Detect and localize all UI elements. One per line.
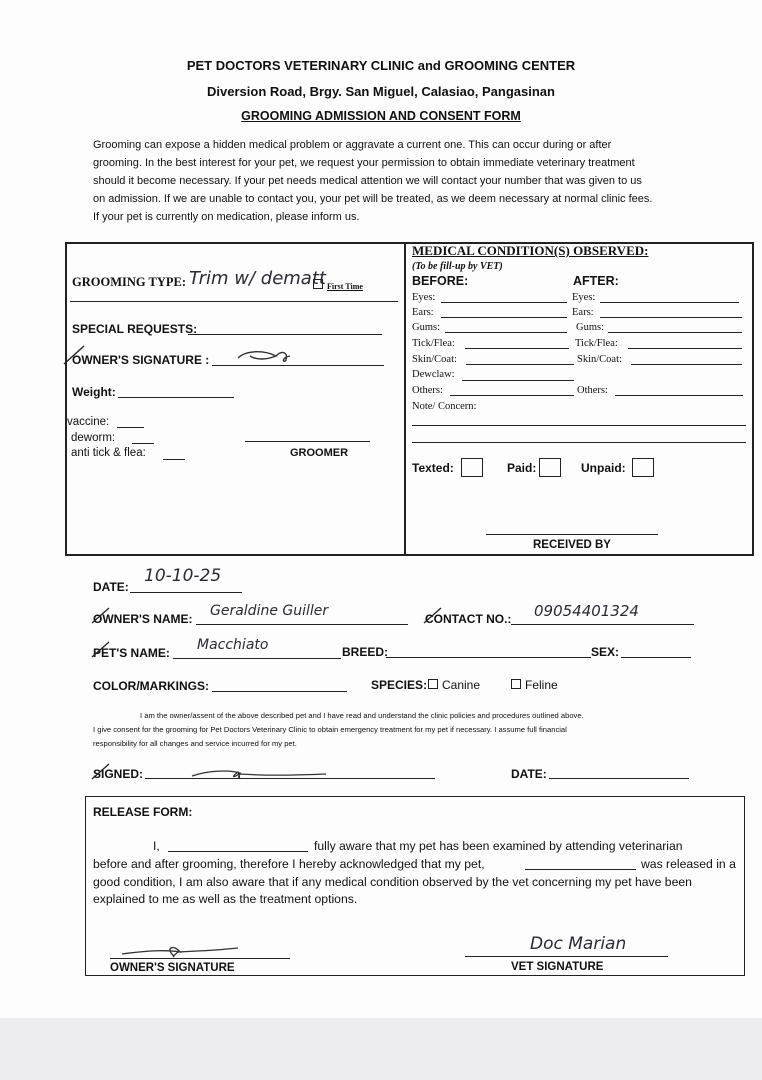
intro-line: should it become necessary. If your pet needs medical attention we will contact your number that was given to us [93, 175, 642, 187]
after-eyes-label: Eyes: [572, 292, 596, 303]
after-others-label: Others: [577, 385, 608, 396]
contact-line [511, 624, 694, 625]
pet-name-value[interactable]: Macchiato [197, 637, 269, 653]
sex-field[interactable] [621, 657, 691, 658]
groomer-signature-line[interactable] [245, 441, 370, 442]
after-ears-field[interactable] [600, 317, 742, 318]
note-line-2[interactable] [412, 442, 746, 443]
pet-name-line [173, 658, 341, 659]
release-line-4: explained to me as well as the treatment options. [93, 892, 358, 906]
feline-checkbox[interactable] [511, 679, 521, 689]
date-value[interactable]: 10-10-25 [144, 566, 222, 586]
deworm-label: deworm: [71, 432, 116, 444]
consent-line: responsibility for all changes and service incurred for my pet. [93, 739, 297, 748]
color-markings-field[interactable] [212, 691, 347, 692]
medical-subtitle: (To be fill-up by VET) [412, 261, 503, 272]
vaccine-label: vaccine: [67, 416, 110, 428]
grooming-type-line [70, 301, 398, 302]
paid-label: Paid: [507, 461, 537, 475]
grid-divider [404, 242, 406, 555]
tick-flea-field[interactable] [163, 459, 185, 460]
note-line-1[interactable] [412, 425, 746, 426]
consent-line: I am the owner/assent of the above described pet and I have read and understand the clinic policies and procedures outlined above. [140, 711, 584, 720]
before-dewclaw-field[interactable] [462, 380, 574, 381]
before-others-label: Others: [412, 385, 443, 396]
canine-label: Canine [442, 678, 481, 692]
pet-name-label: PET'S NAME: [93, 646, 170, 660]
tick-mark-icon [62, 342, 88, 368]
before-skincoat-field[interactable] [466, 364, 574, 365]
release-line-2a: before and after grooming, therefore I hereby acknowledged that my pet, [93, 857, 485, 871]
unpaid-checkbox[interactable] [632, 458, 654, 477]
before-eyes-field[interactable] [441, 302, 567, 303]
feline-option[interactable] [511, 678, 558, 692]
first-time-box[interactable] [313, 279, 323, 289]
release-name-field[interactable] [168, 851, 308, 852]
canine-checkbox[interactable] [428, 679, 438, 689]
before-label: BEFORE: [412, 274, 469, 288]
before-tickflea-label: Tick/Flea: [412, 338, 455, 349]
owner-name-line [196, 624, 408, 625]
release-pet-field[interactable] [525, 869, 636, 870]
release-line-1b: fully aware that my pet has been examined by attending veterinarian [314, 839, 683, 853]
special-requests-label: SPECIAL REQUESTS: [72, 322, 198, 336]
received-by-line[interactable] [486, 534, 658, 535]
intro-line: grooming. In the best interest for your pet, we request your permission to obtain immediate veterinary treatment [93, 157, 635, 169]
clinic-name: PET DOCTORS VETERINARY CLINIC and GROOMING CENTER [186, 58, 576, 73]
consent-signature-scribble [190, 764, 330, 782]
before-others-field[interactable] [450, 395, 574, 396]
breed-field[interactable] [386, 657, 591, 658]
intro-line: If your pet is currently on medication, please inform us. [93, 211, 360, 223]
after-gums-label: Gums: [576, 322, 605, 333]
species-label: SPECIES: [371, 678, 428, 692]
form-title: GROOMING ADMISSION AND CONSENT FORM [241, 109, 521, 123]
vaccine-field[interactable] [117, 427, 144, 428]
release-owner-signature-label: OWNER'S SIGNATURE [110, 962, 235, 974]
consent-line: I give consent for the grooming for Pet Doctors Veterinary Clinic to obtain emergency treatment for my pet if necessary. I assume full financial [93, 725, 567, 734]
feline-label: Feline [525, 678, 558, 692]
grid-top-border [65, 242, 754, 244]
intro-line: Grooming can expose a hidden medical problem or aggravate a current one. This can occur during or after [93, 139, 612, 151]
color-markings-label: COLOR/MARKINGS: [93, 679, 209, 693]
weight-label: Weight: [72, 385, 116, 399]
date-label: DATE: [93, 580, 129, 594]
vet-signature-value: Doc Marian [530, 934, 627, 954]
before-ears-label: Ears: [412, 307, 434, 318]
texted-label: Texted: [412, 461, 454, 475]
before-ears-field[interactable] [441, 317, 567, 318]
medical-title: MEDICAL CONDITION(S) OBSERVED: [412, 243, 649, 258]
after-gums-field[interactable] [608, 332, 742, 333]
signed-label: SIGNED: [93, 767, 144, 781]
tick-mark-icon [90, 604, 112, 626]
contact-value[interactable]: 09054401324 [534, 602, 639, 620]
groomer-label: GROOMER [290, 447, 349, 459]
first-time-checkbox[interactable] [313, 279, 363, 291]
vet-signature-label: VET SIGNATURE [511, 961, 604, 973]
after-tickflea-label: Tick/Flea: [575, 338, 618, 349]
before-dewclaw-label: Dewclaw: [412, 369, 455, 380]
deworm-field[interactable] [132, 443, 154, 444]
contact-label: CONTACT NO.: [425, 612, 512, 626]
date-line [130, 592, 242, 593]
canine-option[interactable] [428, 678, 480, 692]
tick-mark-icon [90, 760, 112, 782]
release-title: RELEASE FORM: [93, 805, 193, 819]
tick-mark-icon [422, 604, 444, 626]
after-ears-label: Ears: [572, 307, 594, 318]
intro-line: on admission. If we are unable to contact you, your pet will be treated, as we deem necessary at normal clinic fees. [93, 193, 653, 205]
after-eyes-field[interactable] [600, 302, 739, 303]
grid-bottom-border [65, 554, 754, 556]
owner-signature-label: OWNER'S SIGNATURE : [72, 353, 210, 367]
before-gums-label: Gums: [412, 322, 441, 333]
grid-right-border [752, 242, 754, 555]
before-tickflea-field[interactable] [465, 348, 569, 349]
sex-label: SEX: [591, 645, 620, 659]
paid-checkbox[interactable] [539, 458, 561, 477]
consent-date-field[interactable] [549, 778, 689, 779]
note-concern-label: Note/ Concern: [412, 401, 477, 412]
grooming-type-value[interactable]: Trim w/ dematt [189, 268, 326, 289]
grid-left-border [65, 242, 67, 555]
consent-date-label: DATE: [511, 767, 547, 781]
special-requests-field[interactable] [188, 334, 382, 335]
owner-name-label: OWNER'S NAME: [93, 612, 193, 626]
release-line-1a: I, [153, 839, 160, 853]
release-owner-signature-scribble [120, 942, 240, 960]
weight-field[interactable] [118, 397, 234, 398]
after-tickflea-field[interactable] [628, 348, 742, 349]
first-time-label: First Time [327, 282, 363, 291]
received-by-label: RECEIVED BY [533, 539, 611, 551]
owner-signature-scribble [236, 346, 296, 368]
release-line-2b: was released in a [641, 857, 736, 871]
unpaid-label: Unpaid: [581, 461, 626, 475]
clinic-address: Diversion Road, Brgy. San Miguel, Calasiao, Pangasinan [207, 84, 555, 99]
tick-flea-label: anti tick & flea: [71, 447, 146, 459]
release-line-3: good condition, I am also aware that if any medical condition observed by the vet concerning my pet have been [93, 875, 692, 889]
after-others-field[interactable] [615, 395, 743, 396]
before-gums-field[interactable] [445, 332, 567, 333]
after-skincoat-field[interactable] [631, 364, 742, 365]
owner-name-value[interactable]: Geraldine Guiller [210, 603, 329, 619]
texted-checkbox[interactable] [461, 458, 483, 477]
tick-mark-icon [90, 638, 112, 660]
before-eyes-label: Eyes: [412, 292, 436, 303]
breed-label: BREED: [342, 645, 389, 659]
scan-margin [0, 1018, 762, 1080]
after-skincoat-label: Skin/Coat: [577, 354, 622, 365]
grooming-type-label: GROOMING TYPE: [72, 275, 187, 289]
after-label: AFTER: [573, 274, 619, 288]
vet-signature-line[interactable] [465, 956, 668, 957]
before-skincoat-label: Skin/Coat: [412, 354, 457, 365]
